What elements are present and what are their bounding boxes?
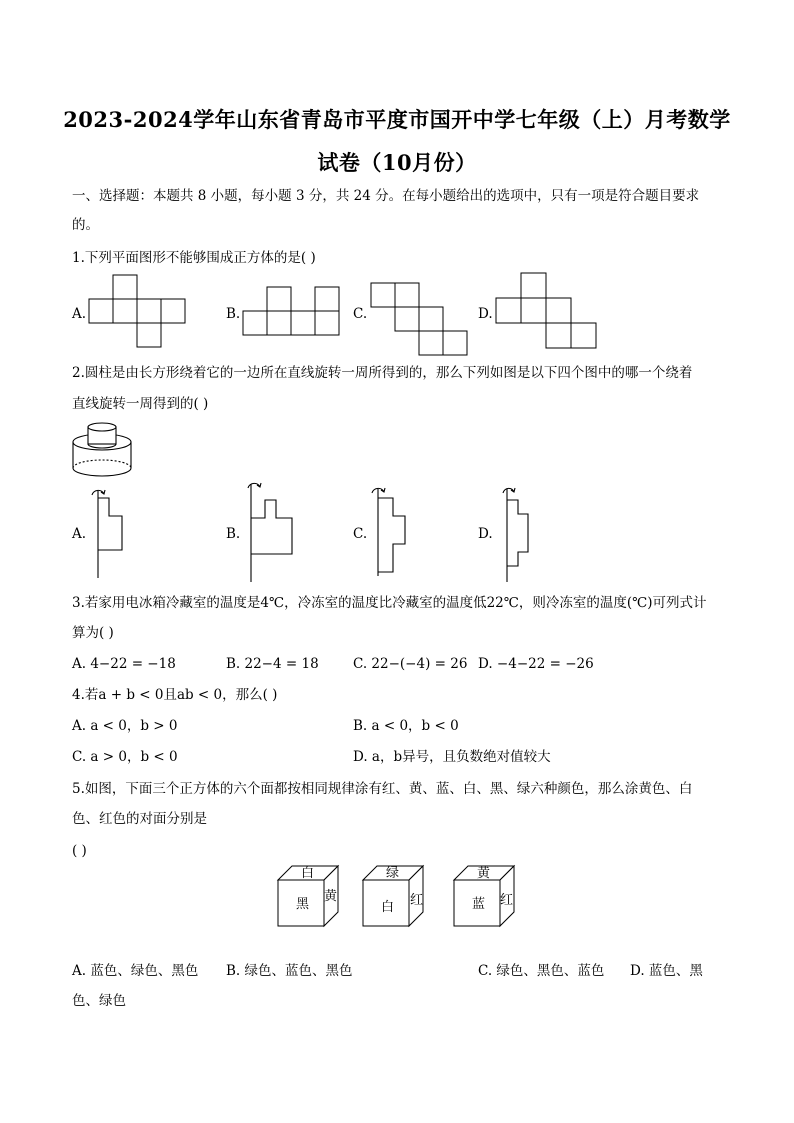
q4-option-d: D. a，b异号，且负数绝对值较大 [353,749,551,765]
q2-option-c-label: C. [353,526,368,542]
q3-option-d: D. −4−22 = −26 [478,656,594,672]
section-header-line1: 一、选择题：本题共 8 小题，每小题 3 分，共 24 分。在每小题给出的选项中，只有一项是符合题目要求 [72,188,700,204]
q5-cube-3-front: 蓝 [472,897,486,912]
q5-cube-2-front: 白 [381,900,395,915]
q5-option-b: B. 绿色、蓝色、黑色 [226,963,353,979]
q4-stem: 4.若a + b < 0且ab < 0，那么( ) [72,687,278,703]
q5-option-d: D. 蓝色、黑 [630,963,703,979]
q5-option-a: A. 蓝色、绿色、黑色 [72,963,199,979]
q5-cube-1-top: 白 [301,866,315,881]
q4-option-c: C. a > 0，b < 0 [72,749,178,765]
q5-cube-1-side: 黄 [324,889,338,904]
q5-stem-line3: ( ) [72,843,87,859]
q2-option-a-label: A. [72,526,87,542]
q5-option-d-wrap: 色、绿色 [72,993,126,1009]
q1-option-b-label: B. [226,306,241,322]
q5-cube-2-side: 红 [410,893,424,908]
q5-cube-2 [363,866,427,930]
q1-net-c [371,283,471,358]
q5-stem-line2: 色、红色的对面分别是 [72,811,207,827]
q1-net-a [89,275,189,350]
q5-cube-3-side: 红 [500,893,514,908]
q1-net-d [496,273,600,353]
q1-stem: 1.下列平面图形不能够围成正方体的是( ) [72,250,316,266]
q3-stem-line1: 3.若家用电冰箱冷藏室的温度是4℃，冷冻室的温度比冷藏室的温度低22℃，则冷冻室的温度(℃)可列式计 [72,595,707,611]
q2-figure-d [500,486,540,584]
q5-stem-line1: 5.如图，下面三个正方体的六个面都按相同规律涂有红、黄、蓝、白、黑、绿六种颜色，那么涂黄色、白 [72,781,693,797]
q1-option-d-label: D. [478,306,493,322]
q2-solid-figure [72,420,136,482]
q3-option-a: A. 4−22 = −18 [72,656,176,672]
q5-cube-3-top: 黄 [477,866,491,881]
q4-option-b: B. a < 0，b < 0 [353,718,459,734]
q2-stem-line2: 直线旋转一周得到的( ) [72,396,209,412]
q5-cube-1 [278,866,342,930]
q2-option-d-label: D. [478,526,493,542]
q4-option-a: A. a < 0，b > 0 [72,718,178,734]
exam-title-line1: 2023-2024学年山东省青岛市平度市国开中学七年级（上）月考数学 [63,107,731,132]
q1-option-c-label: C. [353,306,368,322]
q5-cube-3 [454,866,518,930]
q1-option-a-label: A. [72,306,87,322]
q2-option-b-label: B. [226,526,241,542]
q5-cube-2-top: 绿 [386,866,400,881]
q5-cube-1-front: 黑 [296,897,310,912]
section-header-line2: 的。 [72,217,99,233]
q3-stem-line2: 算为( ) [72,625,114,641]
q3-option-c: C. 22−(−4) = 26 [353,656,468,672]
q2-figure-c [368,486,420,578]
q2-figure-a [88,488,136,580]
q2-stem-line1: 2.圆柱是由长方形绕着它的一边所在直线旋转一周所得到的，那么下列如图是以下四个图中的哪一个绕着 [72,365,693,381]
q3-option-b: B. 22−4 = 18 [226,656,319,672]
q5-option-c: C. 绿色、黑色、蓝色 [478,963,605,979]
q2-figure-b [240,482,300,584]
exam-title-line2: 试卷（10月份） [317,150,477,175]
q1-net-b [243,287,368,337]
